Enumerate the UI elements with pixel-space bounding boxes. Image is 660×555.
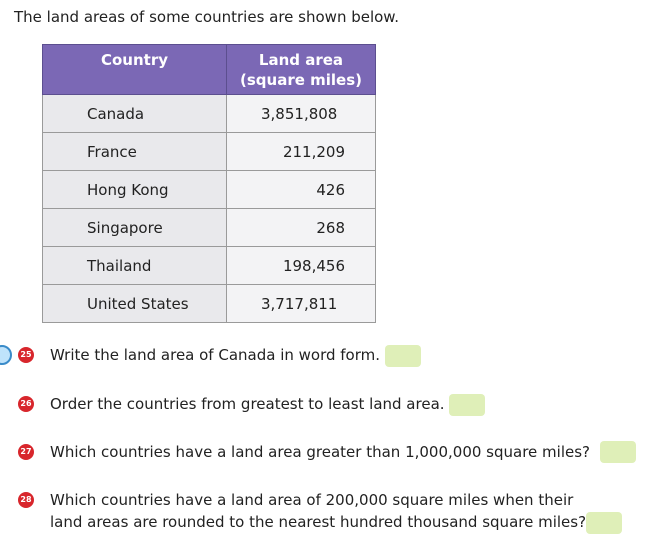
area-cell: 268	[227, 209, 376, 247]
answer-box[interactable]	[586, 512, 622, 534]
intro-text: The land areas of some countries are shown below.	[14, 8, 399, 26]
question-line: land areas are rounded to the nearest hundred thousand square miles?	[50, 511, 622, 534]
question-number-badge: 28	[18, 492, 34, 508]
question-text	[50, 344, 421, 367]
country-cell: Canada	[43, 95, 227, 133]
area-cell: 3,851,808	[227, 95, 376, 133]
answer-box[interactable]	[385, 345, 421, 367]
audio-play-icon[interactable]	[0, 345, 12, 365]
country-cell: United States	[43, 285, 227, 323]
question-28	[18, 489, 622, 534]
question-text	[50, 441, 590, 463]
land-area-table	[42, 44, 376, 323]
table-row	[43, 247, 376, 285]
question-line: Order the countries from greatest to least land area.	[50, 393, 485, 416]
question-27	[18, 441, 590, 463]
question-number-badge: 25	[18, 347, 34, 363]
table-header-row	[43, 45, 376, 95]
question-text	[50, 393, 485, 416]
table-row	[43, 209, 376, 247]
country-cell: France	[43, 133, 227, 171]
area-cell: 211,209	[227, 133, 376, 171]
area-cell: 3,717,811	[227, 285, 376, 323]
area-cell: 426	[227, 171, 376, 209]
table-row	[43, 171, 376, 209]
country-cell: Thailand	[43, 247, 227, 285]
table-row	[43, 95, 376, 133]
question-line: Which countries have a land area greater than 1,000,000 square miles?	[50, 443, 591, 461]
country-cell: Singapore	[43, 209, 227, 247]
area-cell: 198,456	[227, 247, 376, 285]
table-row	[43, 133, 376, 171]
header-area-line2: (square miles)	[240, 71, 362, 89]
table-row	[43, 285, 376, 323]
question-25	[18, 344, 421, 367]
header-land-area	[227, 45, 376, 95]
question-26	[18, 393, 485, 416]
question-number-badge: 27	[18, 444, 34, 460]
header-country	[43, 45, 227, 95]
answer-box[interactable]	[600, 441, 636, 463]
answer-box[interactable]	[449, 394, 485, 416]
header-country-label: Country	[100, 51, 169, 69]
question-text	[50, 489, 622, 534]
question-number-badge: 26	[18, 396, 34, 412]
country-cell: Hong Kong	[43, 171, 227, 209]
question-line: Write the land area of Canada in word form.	[50, 344, 421, 367]
question-line: Which countries have a land area of 200,000 square miles when their	[50, 491, 574, 509]
header-area-line1: Land area	[258, 51, 344, 69]
